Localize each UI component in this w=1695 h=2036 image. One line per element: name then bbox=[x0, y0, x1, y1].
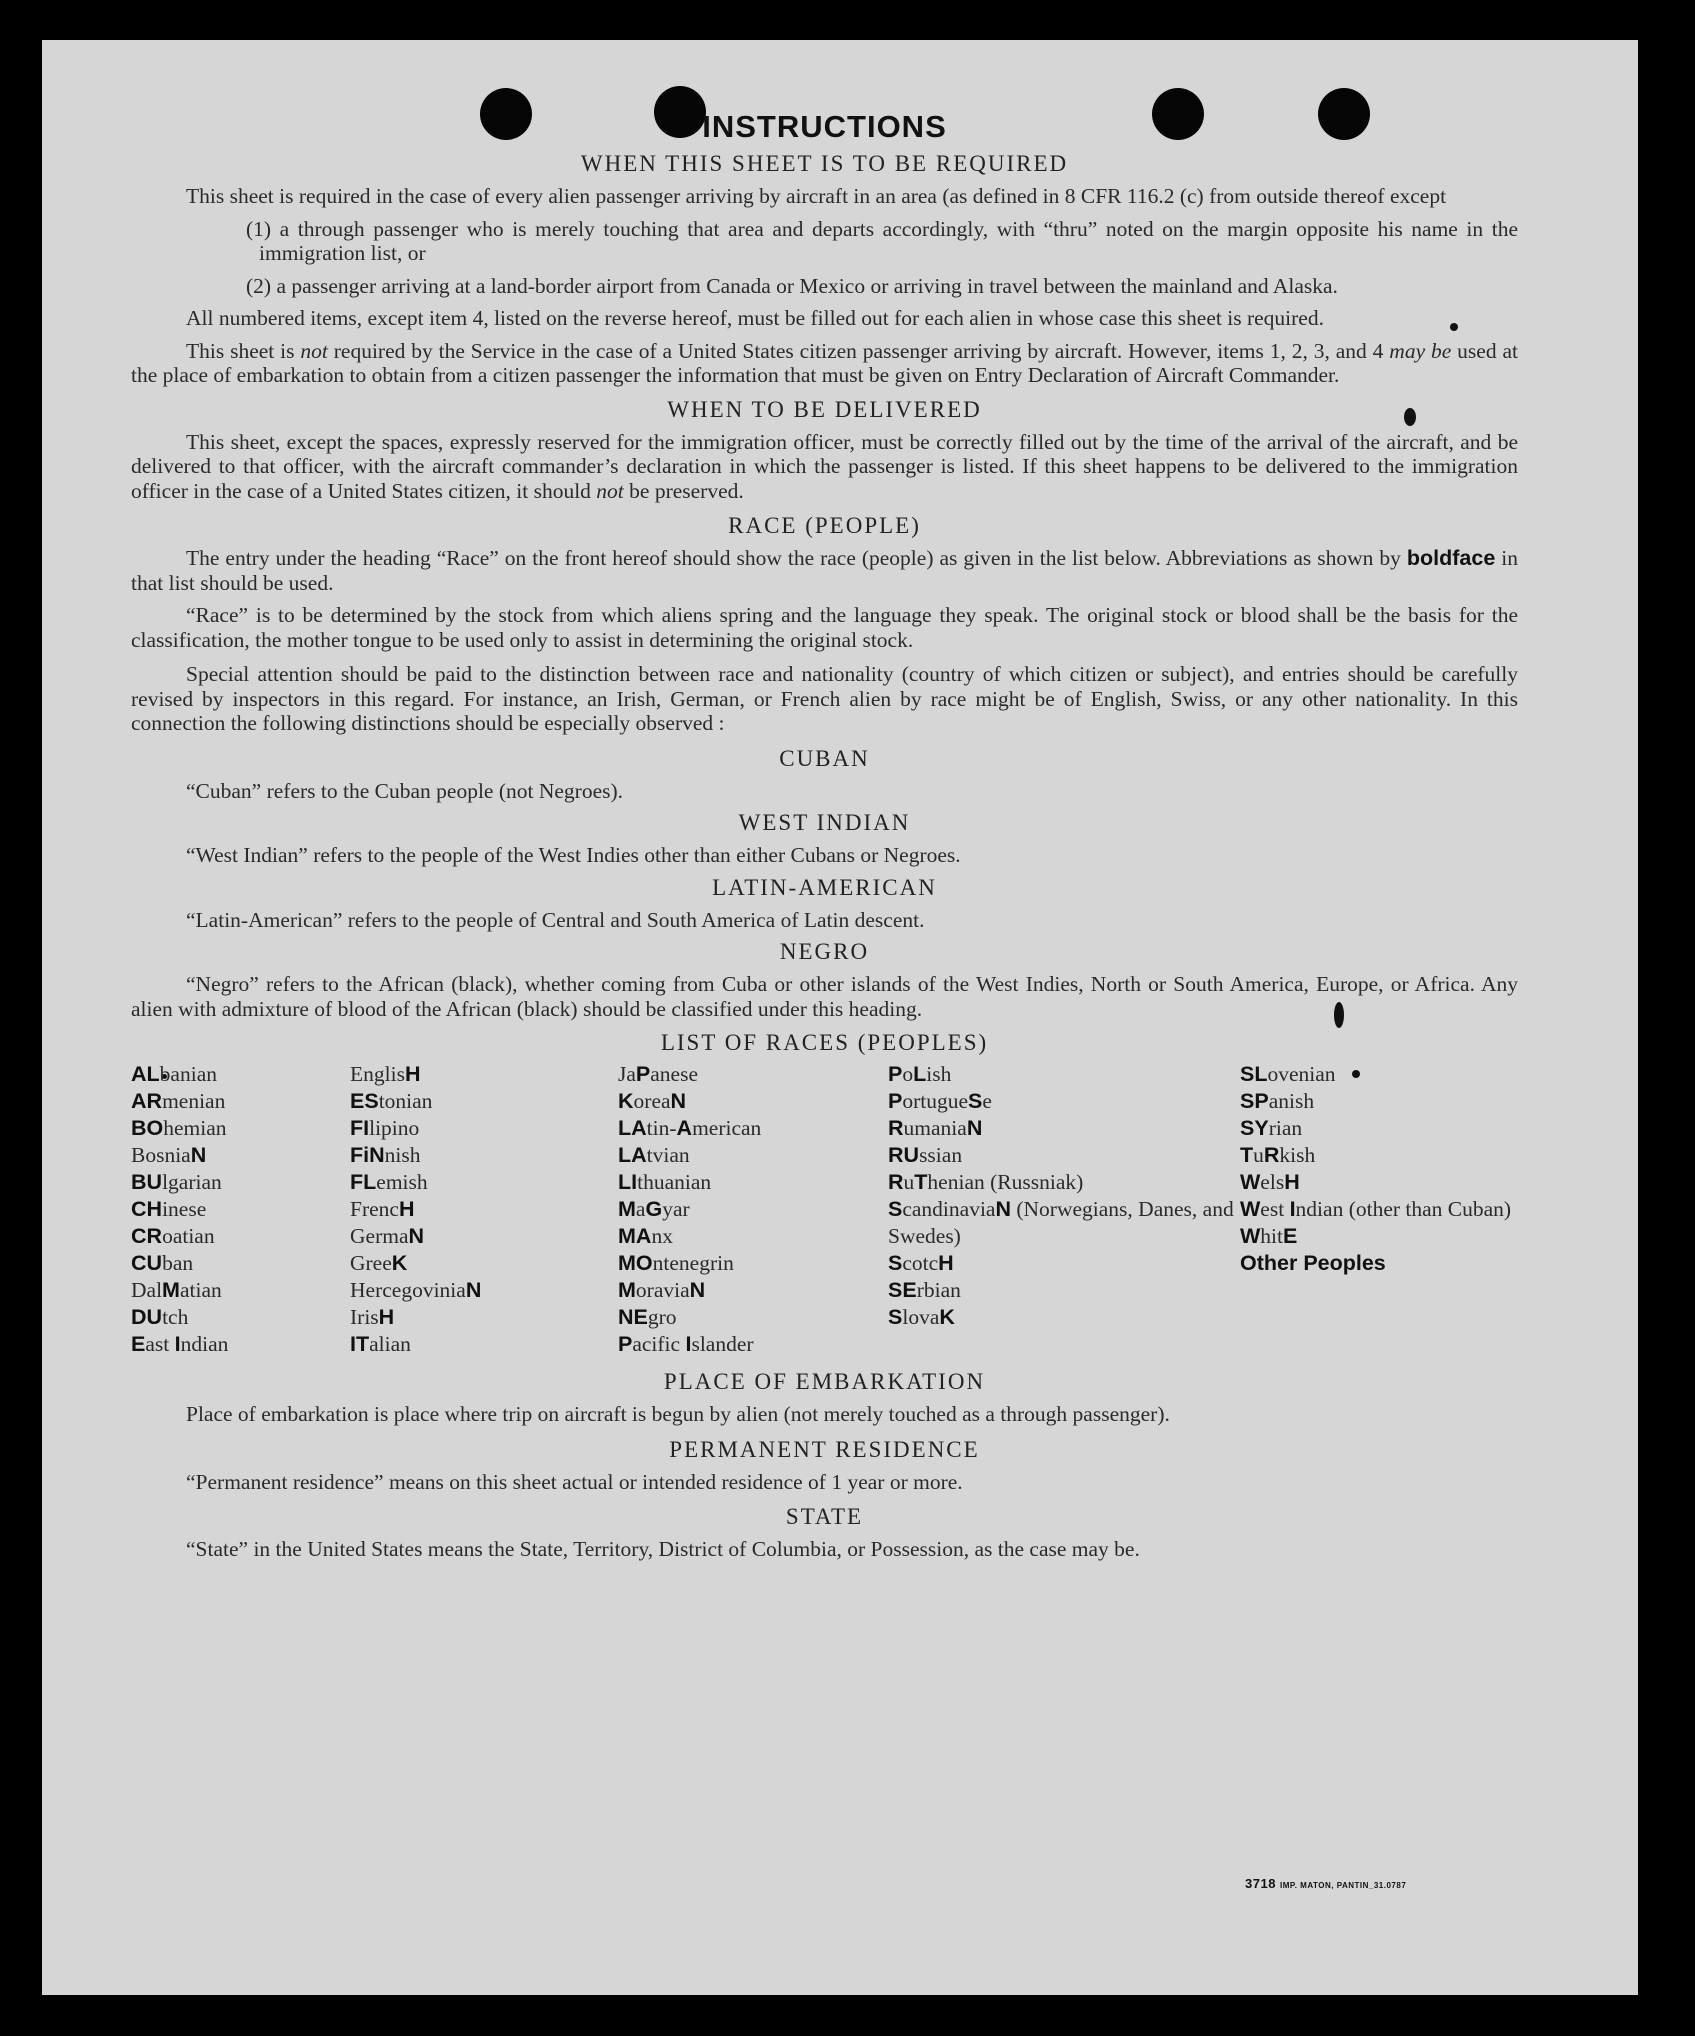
race-entry: RuThenian (Russniak) bbox=[888, 1170, 1084, 1194]
paragraph: All numbered items, except item 4, listed on the reverse hereof, must be filled out for each alien in whose case this sheet is required. bbox=[186, 306, 1324, 330]
race-entry: MAnx bbox=[618, 1224, 673, 1248]
race-entry: ScotcH bbox=[888, 1251, 954, 1275]
heading-latin-american: LATIN-AMERICAN bbox=[712, 874, 937, 900]
race-entry: BosniaN bbox=[131, 1143, 207, 1167]
race-entry: RumaniaN bbox=[888, 1116, 983, 1140]
race-entry: LIthuanian bbox=[618, 1170, 712, 1194]
race-entry: TuRkish bbox=[1240, 1143, 1316, 1167]
race-entry: ScandinaviaN (Norwegians, Danes, and Swedes) bbox=[888, 1197, 1234, 1248]
race-entry: SErbian bbox=[888, 1278, 961, 1302]
race-entry: NEgro bbox=[618, 1305, 677, 1329]
race-entry: FiNnish bbox=[350, 1143, 421, 1167]
races-list bbox=[131, 1061, 1518, 1358]
paragraph: “Race” is to be determined by the stock from which aliens spring and the language they speak. The original stock or blood shall be the basis for the classification, the mother tongue to be used only to assist in determining the original stock. bbox=[131, 603, 1518, 652]
race-entry: MOntenegrin bbox=[618, 1251, 734, 1275]
paragraph: “Cuban” refers to the Cuban people (not Negroes). bbox=[186, 778, 624, 803]
heading-embarkation: PLACE OF EMBARKATION bbox=[663, 1369, 986, 1394]
race-entry: ITalian bbox=[350, 1332, 411, 1356]
paragraph: “State” in the United States means the State, Territory, District of Columbia, or Possession, as the case may be. bbox=[186, 1537, 1140, 1561]
race-entry: GermaN bbox=[350, 1224, 425, 1248]
heading-state: STATE bbox=[785, 1504, 864, 1529]
paragraph: This sheet is required in the case of every alien passenger arriving by aircraft in an area (as defined in 8 CFR 116.2 (c) from outside thereof except bbox=[186, 184, 1447, 208]
paragraph: “Latin-American” refers to the people of Central and South America of Latin descent. bbox=[186, 907, 925, 932]
paragraph: “Permanent residence” means on this sheet actual or intended residence of 1 year or more. bbox=[186, 1469, 963, 1494]
paragraph: This sheet is not required by the Service in the case of a United States citizen passenger arriving by aircraft. However, items 1, 2, 3, and 4 may be used at the place of embarkation to obtain from a citizen passenger the information that must be given on Entry Declaration of Aircraft Commander. bbox=[131, 338, 1518, 387]
race-entry: HercegoviniaN bbox=[350, 1278, 482, 1302]
document-body bbox=[131, 108, 1518, 1562]
race-entry: PortugueSe bbox=[888, 1089, 992, 1113]
race-entry: BOhemian bbox=[131, 1116, 227, 1140]
races-column bbox=[1240, 1061, 1512, 1358]
paragraph: “Negro” refers to the African (black), whether coming from Cuba or other islands of the West Indies, North or South America, Europe, or Africa. Any alien with admixture of blood of the African (black) should be classified under this heading. bbox=[131, 972, 1518, 1021]
race-entry: Pacific Islander bbox=[618, 1332, 754, 1356]
paragraph: Place of embarkation is place where trip on aircraft is begun by alien (not merely touched as a through passenger). bbox=[186, 1402, 1170, 1426]
race-entry: LAtvian bbox=[618, 1143, 690, 1167]
paragraph: Special attention should be paid to the distinction between race and nationality (country of which citizen or subject), and entries should be carefully revised by inspectors in this regard. For instance, an Irish, German, or French alien by race might be of English, Swiss, or any other nationality. In this connection the following distinctions should be especially observed : bbox=[131, 662, 1518, 735]
paragraph: “West Indian” refers to the people of the West Indies other than either Cubans or Negroes. bbox=[186, 843, 961, 867]
race-entry: SlovaK bbox=[888, 1305, 955, 1329]
race-entry: GreeK bbox=[350, 1251, 408, 1275]
heading-list-of-races: LIST OF RACES (PEOPLES) bbox=[660, 1030, 989, 1055]
race-entry: WelsH bbox=[1240, 1170, 1300, 1194]
race-entry: DalMatian bbox=[131, 1278, 222, 1302]
race-entry: FrencH bbox=[350, 1197, 415, 1221]
race-entry: Other Peoples bbox=[1240, 1251, 1386, 1275]
race-entry: SYrian bbox=[1240, 1116, 1303, 1140]
heading-residence: PERMANENT RESIDENCE bbox=[669, 1436, 980, 1462]
race-entry: RUssian bbox=[888, 1143, 963, 1167]
race-entry: EnglisH bbox=[350, 1062, 421, 1086]
race-entry: WhitE bbox=[1240, 1224, 1298, 1248]
paragraph: This sheet, except the spaces, expressly reserved for the immigration officer, must be correctly filled out by the time of the arrival of the aircraft, and be delivered to that officer, with the aircraft commander’s declaration in which the passenger is listed. If this sheet happens to be delivered to the immigration officer in the case of a United States citizen, it should not be preserved. bbox=[131, 429, 1518, 503]
heading-west-indian: WEST INDIAN bbox=[738, 810, 911, 835]
race-entry: West Indian (other than Cuban) bbox=[1240, 1197, 1512, 1221]
page-title: INSTRUCTIONS bbox=[702, 109, 947, 144]
race-entry: KoreaN bbox=[618, 1089, 687, 1113]
race-entry: IrisH bbox=[350, 1305, 395, 1329]
heading-cuban: CUBAN bbox=[779, 745, 870, 771]
race-entry: ALbanian bbox=[131, 1062, 217, 1086]
race-entry: DUtch bbox=[131, 1305, 189, 1329]
race-entry: East Indian bbox=[131, 1332, 229, 1356]
race-entry: SPanish bbox=[1240, 1089, 1315, 1113]
race-entry: PoLish bbox=[888, 1062, 952, 1086]
race-entry: CHinese bbox=[131, 1197, 207, 1221]
races-column bbox=[350, 1061, 618, 1358]
paragraph: The entry under the heading “Race” on the front hereof should show the race (people) as given in the list below. Abbreviations as shown by boldface in that list should be used. bbox=[131, 546, 1518, 595]
races-column bbox=[131, 1061, 350, 1358]
race-entry: FIlipino bbox=[350, 1116, 420, 1140]
list-item: (1) a through passenger who is merely touching that area and departs accordingly, with “thru” noted on the margin opposite his name in the immigration list, or bbox=[246, 216, 1518, 265]
heading-delivered: WHEN TO BE DELIVERED bbox=[667, 396, 982, 422]
heading-required: WHEN THIS SHEET IS TO BE REQUIRED bbox=[580, 151, 1069, 176]
race-entry: EStonian bbox=[350, 1089, 433, 1113]
race-entry: ARmenian bbox=[131, 1089, 226, 1113]
heading-negro: NEGRO bbox=[779, 939, 870, 964]
race-entry: BUlgarian bbox=[131, 1170, 222, 1194]
printer-footer: 3718 IMP. MATON, PANTIN_31.0787 bbox=[1245, 1876, 1407, 1891]
race-entry: CUban bbox=[131, 1251, 194, 1275]
heading-race: RACE (PEOPLE) bbox=[728, 513, 921, 538]
race-entry: SLovenian bbox=[1240, 1062, 1336, 1086]
race-entry: FLemish bbox=[350, 1170, 428, 1194]
race-entry: JaPanese bbox=[618, 1062, 699, 1086]
list-item: (2) a passenger arriving at a land-border airport from Canada or Mexico or arriving in travel between the mainland and Alaska. bbox=[246, 273, 1338, 298]
race-entry: LAtin-American bbox=[618, 1116, 762, 1140]
race-entry: MaGyar bbox=[618, 1197, 690, 1221]
race-entry: CRoatian bbox=[131, 1224, 215, 1248]
races-column bbox=[888, 1061, 1240, 1358]
race-entry: MoraviaN bbox=[618, 1278, 706, 1302]
races-column bbox=[618, 1061, 888, 1358]
